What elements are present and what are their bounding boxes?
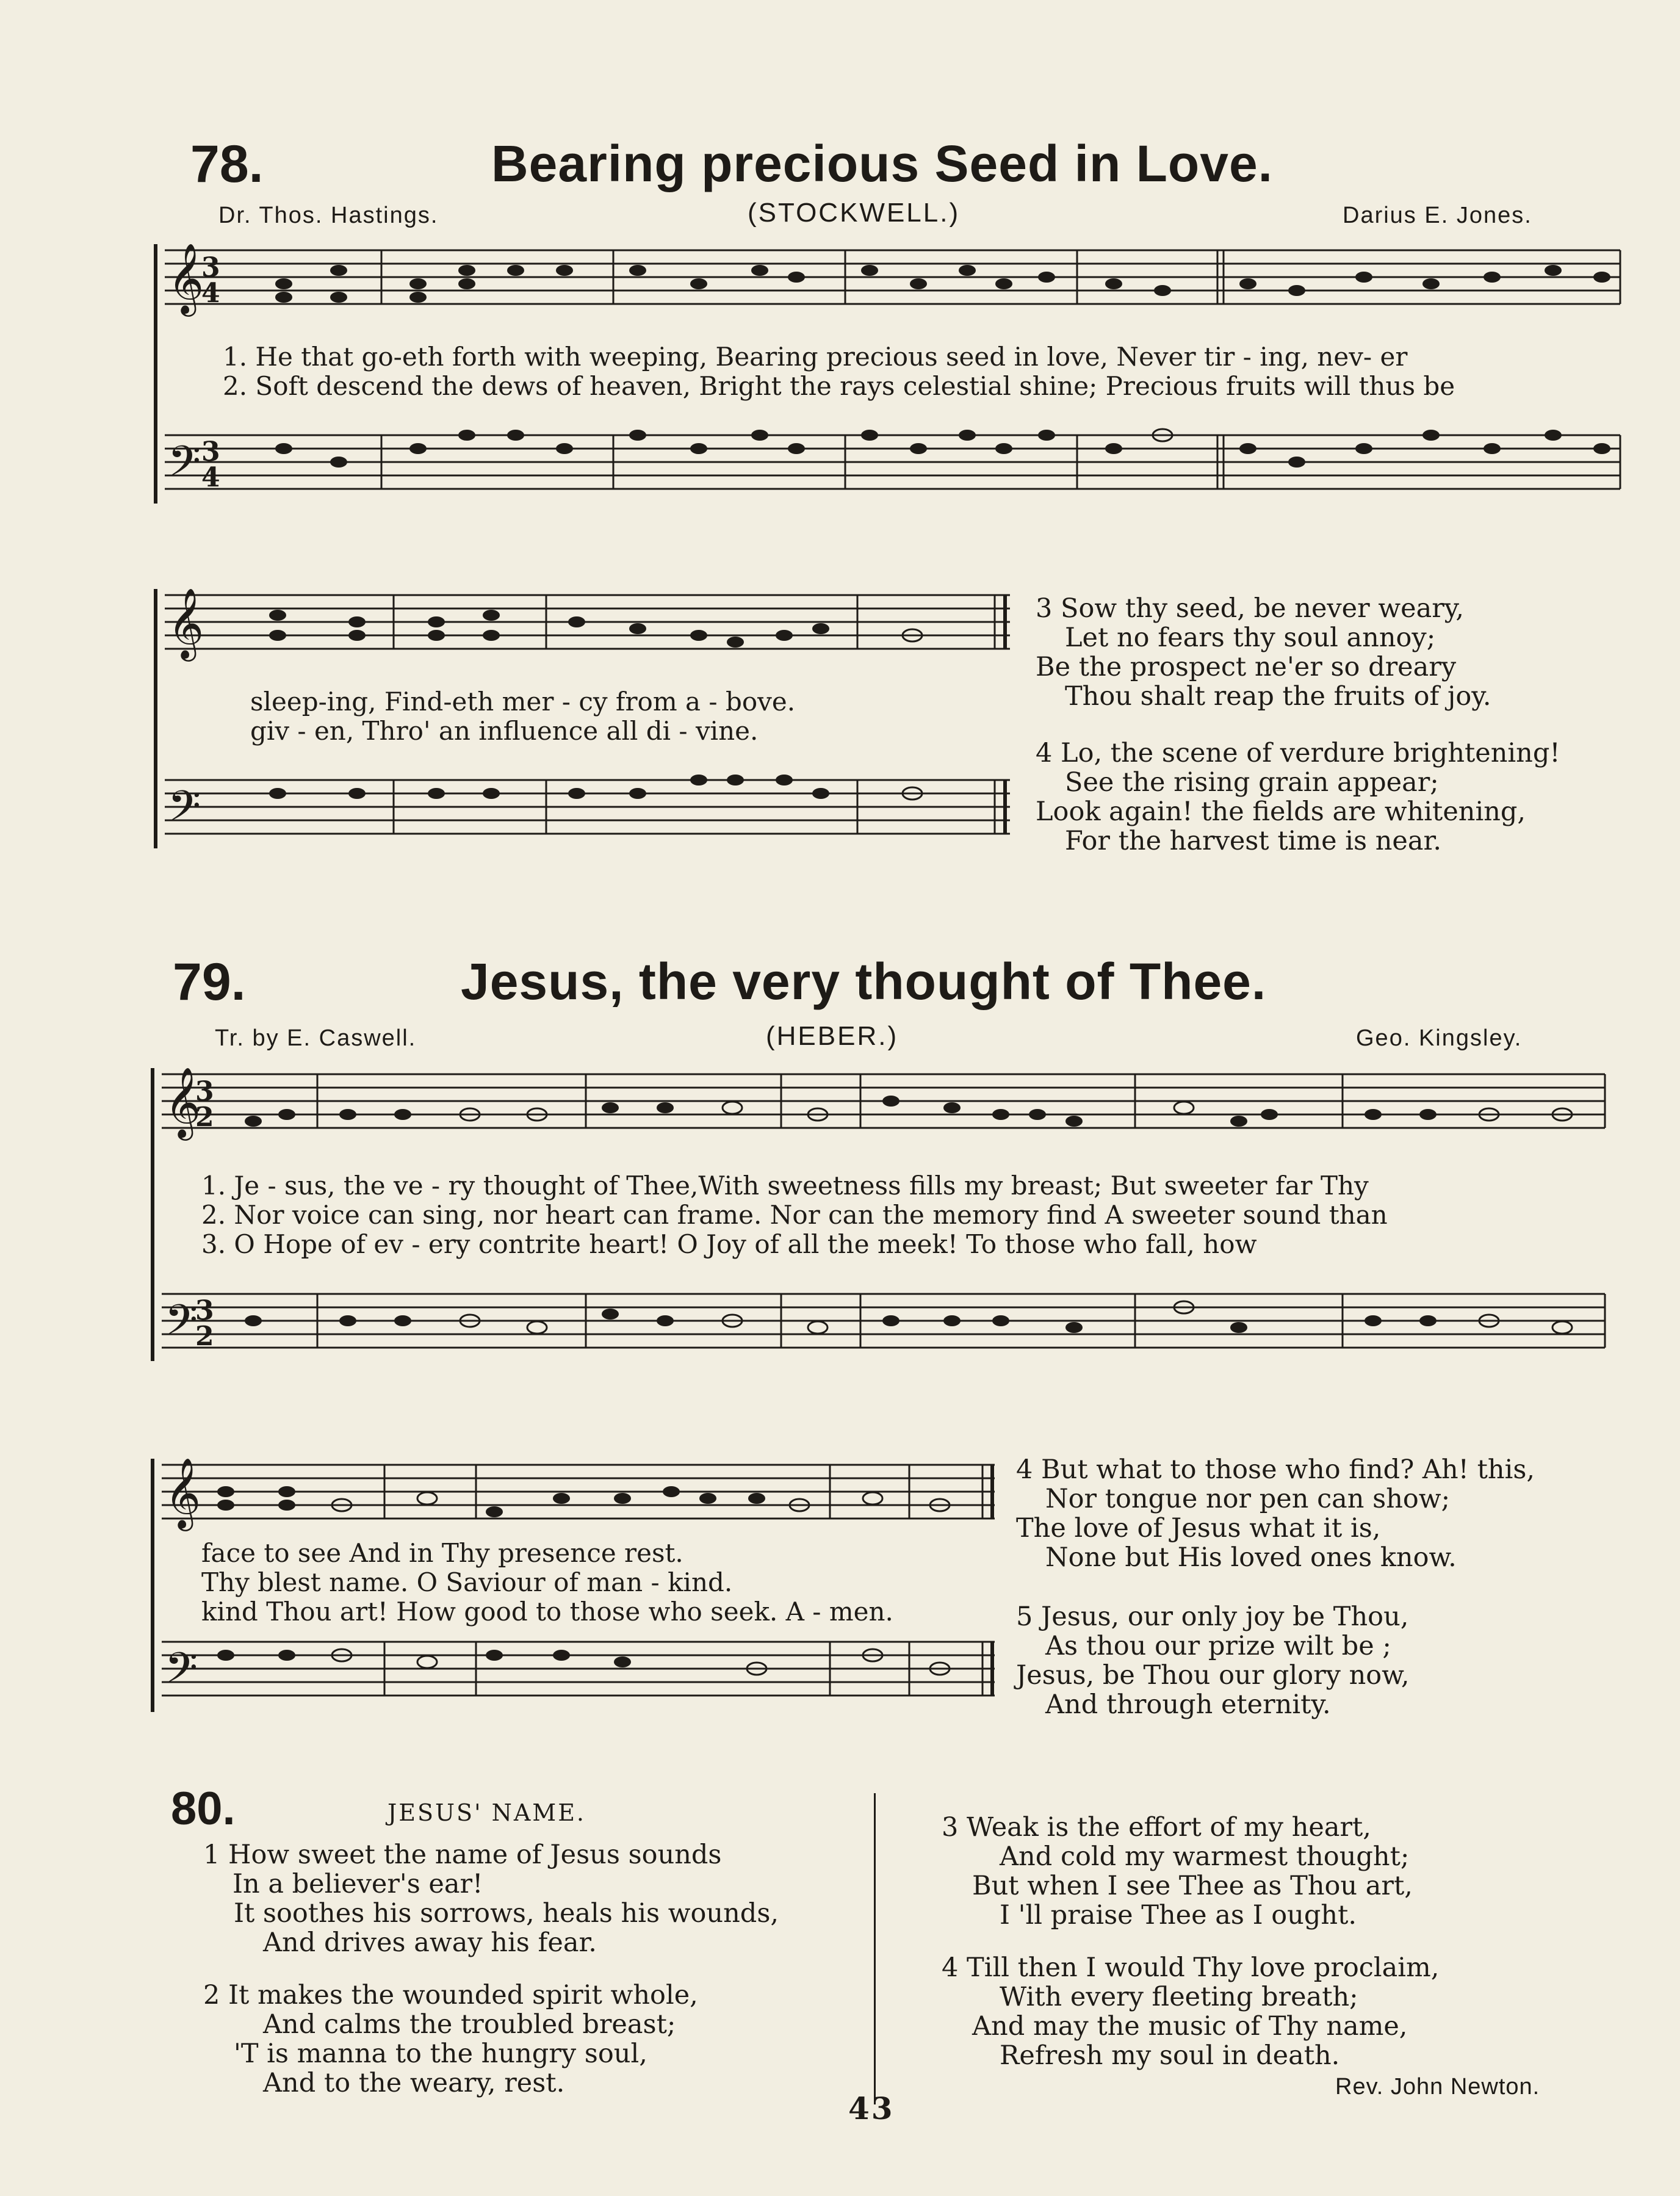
hymn-80-verse-4 — [942, 1953, 1439, 2070]
verse-line: And drives away his fear. — [263, 1927, 597, 1958]
hymn-79-title: Jesus, the very thought of Thee. — [461, 953, 1267, 1010]
hymn-78-number: 78. — [190, 135, 264, 193]
svg-text:4: 4 — [201, 278, 220, 309]
hymn-79-lyric-line-1: 1. Je - sus, the ve - ry thought of Thee,With sweetness fills my breast; But sweeter far Thy — [201, 1171, 1369, 1201]
verse-line: For the harvest time is near. — [1065, 826, 1442, 856]
svg-text:3: 3 — [201, 436, 220, 468]
verse-line: Nor tongue nor pen can show; — [1045, 1484, 1451, 1514]
svg-text:4: 4 — [201, 462, 220, 493]
verse-line: Refresh my soul in death. — [1000, 2040, 1340, 2071]
page-number: 43 — [848, 2090, 895, 2126]
verse-line: 4 Lo, the scene of verdure brightening! — [1036, 738, 1560, 768]
svg-text:𝄢: 𝄢 — [168, 781, 201, 841]
hymn-79-verse-5 — [1016, 1602, 1410, 1719]
verse-line: 5 Jesus, our only joy be Thou, — [1016, 1602, 1409, 1632]
verse-line: 3 Weak is the effort of my heart, — [942, 1812, 1371, 1843]
hymn-79-lyric-line-3: 3. O Hope of ev - ery contrite heart! O Joy of all the meek! To those who fall, how — [201, 1229, 1257, 1259]
verse-line: Thou shalt reap the fruits of joy. — [1065, 681, 1491, 712]
verse-line: As thou our prize wilt be ; — [1045, 1631, 1391, 1661]
verse-line: 4 Till then I would Thy love proclaim, — [942, 1952, 1440, 1983]
verse-line: 1 How sweet the name of Jesus sounds — [203, 1840, 722, 1870]
verse-line: In a believer's ear! — [233, 1869, 483, 1899]
svg-text:𝄞: 𝄞 — [165, 1066, 201, 1138]
hymn-79-verse-4 — [1016, 1455, 1535, 1572]
verse-line: Be the prospect ne'er so dreary — [1036, 652, 1457, 682]
verse-line: 2 It makes the wounded spirit whole, — [203, 1980, 698, 2010]
hymn-79-lyric-line-5: Thy blest name. O Saviour of man - kind. — [201, 1567, 733, 1597]
svg-text:2: 2 — [195, 1102, 214, 1133]
hymn-79-lyric-line-6: kind Thou art! How good to those who seek. A - men. — [201, 1597, 893, 1627]
hymn-80-verse-3 — [942, 1813, 1413, 1930]
verse-line: 4 But what to those who find? Ah! this, — [1016, 1454, 1535, 1485]
svg-text:𝄞: 𝄞 — [168, 242, 204, 314]
hymn-80-verse-2 — [203, 1981, 698, 2098]
verse-line: And through eternity. — [1045, 1689, 1331, 1720]
verse-line: But when I see Thee as Thou art, — [972, 1871, 1413, 1901]
svg-text:𝄞: 𝄞 — [165, 1457, 201, 1528]
verse-line: It soothes his sorrows, heals his wounds, — [234, 1898, 779, 1929]
hymn-79-lyric-line-2: 2. Nor voice can sing, nor heart can frame. Nor can the memory find A sweeter sound than — [201, 1200, 1388, 1230]
hymn-78-verse-4 — [1036, 739, 1560, 856]
hymn-79-lyric-line-4: face to see And in Thy presence rest. — [201, 1538, 683, 1568]
hymn-79-author: Tr. by E. Caswell. — [215, 1025, 417, 1051]
svg-text:𝄢: 𝄢 — [168, 436, 201, 496]
verse-line: 'T is manna to the hungry soul, — [234, 2039, 647, 2069]
svg-text:𝄢: 𝄢 — [165, 1643, 198, 1703]
column-divider — [874, 1793, 876, 2104]
hymn-78-lyric-line-4: giv - en, Thro' an influence all di - vine. — [250, 716, 759, 746]
svg-text:𝄢: 𝄢 — [165, 1295, 198, 1355]
svg-text:3: 3 — [201, 252, 220, 283]
svg-text:3: 3 — [195, 1076, 214, 1107]
hymn-78-lyric-line-2: 2. Soft descend the dews of heaven, Bright the rays celestial shine; Precious fruits will thus be — [223, 371, 1455, 401]
verse-line: And calms the troubled breast; — [263, 2009, 676, 2040]
verse-line: And to the weary, rest. — [263, 2068, 565, 2098]
verse-line: Let no fears thy soul annoy; — [1065, 623, 1436, 653]
hymn-78-lyric-line-1: 1. He that go-eth forth with weeping, Bearing precious seed in love, Never tir - ing, nev- er — [223, 342, 1408, 372]
hymn-78-title: Bearing precious Seed in Love. — [491, 135, 1274, 192]
hymn-80-author: Rev. John Newton. — [1335, 2074, 1540, 2100]
verse-line: See the rising grain appear; — [1065, 767, 1439, 798]
hymn-78-tune: (STOCKWELL.) — [748, 198, 961, 228]
hymn-78-verse-3 — [1036, 594, 1491, 711]
verse-line: Jesus, be Thou our glory now, — [1016, 1660, 1410, 1691]
verse-line: I 'll praise Thee as I ought. — [1000, 1900, 1357, 1931]
verse-line: 3 Sow thy seed, be never weary, — [1036, 593, 1465, 624]
hymn-78-lyric-line-3: sleep-ing, Find-eth mer - cy from a - bove. — [250, 687, 796, 717]
hymn-79-number: 79. — [173, 953, 246, 1011]
svg-text:𝄞: 𝄞 — [168, 587, 204, 659]
hymn-78-author: Dr. Thos. Hastings. — [218, 203, 439, 228]
hymn-80-title: JESUS' NAME. — [388, 1799, 586, 1826]
verse-line: And may the music of Thy name, — [972, 2011, 1408, 2042]
hymn-79-tune: (HEBER.) — [766, 1021, 899, 1051]
hymn-80-verse-1 — [203, 1840, 779, 1957]
hymn-80-number: 80. — [171, 1783, 236, 1835]
svg-text:3: 3 — [195, 1295, 214, 1326]
verse-line: With every fleeting breath; — [1000, 1982, 1358, 2012]
hymn-79-composer: Geo. Kingsley. — [1356, 1025, 1523, 1051]
verse-line: The love of Jesus what it is, — [1016, 1513, 1381, 1544]
hymn-78-composer: Darius E. Jones. — [1343, 203, 1532, 228]
verse-line: And cold my warmest thought; — [1000, 1841, 1410, 1872]
verse-line: None but His loved ones know. — [1045, 1542, 1457, 1573]
verse-line: Look again! the fields are whitening, — [1036, 796, 1526, 827]
svg-text:2: 2 — [195, 1321, 214, 1352]
